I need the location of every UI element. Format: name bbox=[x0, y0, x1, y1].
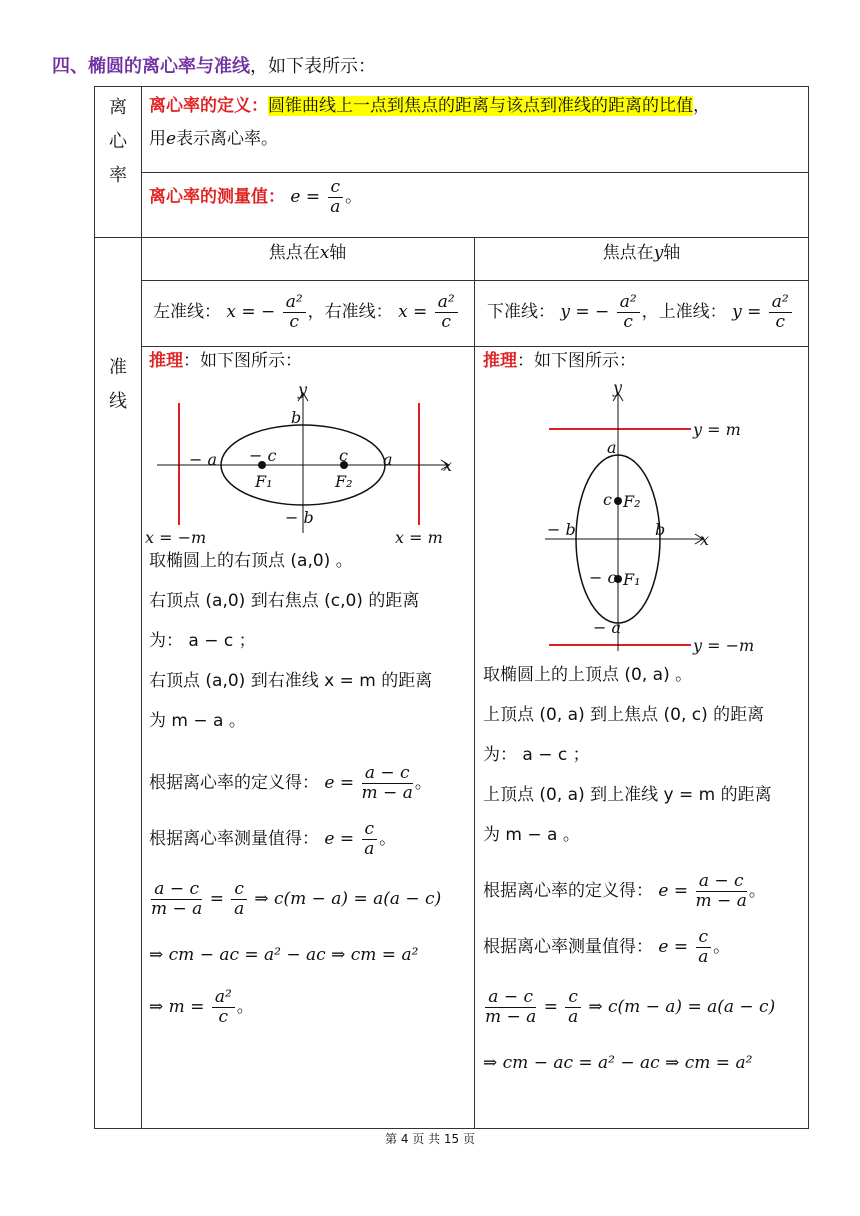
svg-text:b: b bbox=[291, 408, 302, 427]
svg-text:x = −m: x = −m bbox=[145, 528, 207, 547]
svg-text:− b: − b bbox=[547, 520, 576, 539]
section-title-suffix: ，如下表所示： bbox=[250, 56, 376, 77]
svg-text:y = m: y = m bbox=[693, 420, 741, 439]
svg-text:x: x bbox=[700, 530, 710, 549]
svg-text:F₂: F₂ bbox=[335, 472, 353, 491]
eccentricity-measure: 离心率的测量值： e = $\frac{c}{a}$ 。 bbox=[149, 177, 363, 217]
svg-text:b: b bbox=[655, 520, 666, 539]
svg-text:− c: − c bbox=[249, 446, 277, 465]
svg-text:c: c bbox=[603, 490, 612, 509]
section-heading bbox=[52, 52, 376, 78]
svg-text:a: a bbox=[383, 450, 393, 469]
svg-text:y = −m: y = −m bbox=[693, 636, 755, 655]
eccentricity-label: 离 心 率 bbox=[109, 97, 127, 186]
definition-highlight: 圆锥曲线上一点到焦点的距离与该点到准线的距离的比值 bbox=[268, 96, 693, 116]
x-directrix-formula: 左准线： x = − $\frac{\text{a²}}{c}$ ，右准线： x = $\frac{\text{a²}}{c}$ bbox=[153, 284, 473, 340]
y-steps: 取椭圆上的上顶点 (0, a) 。 上顶点 (0, a) 到上焦点 (0, c) 的距离 为： a − c ； 上顶点 (0, a) 到上准线 y = m 的距离 为 m − a 。 根据离心率的定义得： e = $\frac{a - c}{m - a}$ 。 根据离心率测量值得： e = $\frac{c}{a}$ 。 $\frac{a - c}{m - a}$ = $\frac{c}{a}$ ⇒ c(m − a) = a(a − c) ⇒ cm − ac = a² − ac ⇒ cm = a² bbox=[483, 665, 776, 1073]
directrix-label: 准 线 bbox=[109, 357, 127, 412]
x-steps: 取椭圆上的右顶点 (a,0) 。 右顶点 (a,0) 到右焦点 (c,0) 的距离 为： a − c ； 右顶点 (a,0) 到右准线 x = m 的距离 为 m − a 。 根据离心率的定义得： e = $\frac{a - c}{m - a}$ 。 根据离心率测量值得： e = $\frac{c}{a}$ 。 $\frac{a - c}{m - a}$ = $\frac{c}{a}$ ⇒ c(m − a) = a(a − c) ⇒ cm − ac = a² − ac ⇒ cm = a² ⇒ m = $\frac{\text{a²}}{c}$ 。 bbox=[149, 551, 442, 1027]
column-header-y: 焦点在y轴 bbox=[602, 243, 681, 263]
eccentricity-definition: 离心率的定义：圆锥曲线上一点到焦点的距离与该点到准线的距离的比值， 用e表示离心率。 bbox=[149, 96, 710, 150]
content-table bbox=[94, 86, 809, 1129]
measure-fraction: $\frac{c}{a}$ bbox=[328, 178, 344, 216]
y-reasoning-label: 推理：如下图所示： bbox=[483, 351, 636, 371]
svg-text:F₁: F₁ bbox=[623, 570, 641, 589]
svg-text:− b: − b bbox=[285, 508, 314, 527]
svg-text:− a: − a bbox=[189, 450, 218, 469]
svg-text:c: c bbox=[339, 446, 348, 465]
y-directrix-formula: 下准线： y = − $\frac{\text{a²}}{c}$ ，上准线： y = $\frac{\text{a²}}{c}$ bbox=[487, 284, 807, 340]
page-footer: 第 4 页 共 15 页 bbox=[385, 1132, 475, 1146]
x-reasoning-label: 推理：如下图所示： bbox=[149, 351, 302, 371]
svg-text:a: a bbox=[607, 438, 617, 457]
svg-text:x = m: x = m bbox=[395, 528, 443, 547]
svg-text:y: y bbox=[298, 380, 308, 399]
horizontal-ellipse-figure bbox=[145, 380, 471, 547]
vertical-ellipse-figure bbox=[525, 378, 805, 659]
svg-text:F₁: F₁ bbox=[255, 472, 273, 491]
section-title: 四、椭圆的离心率与准线 bbox=[52, 56, 250, 77]
column-header-x: 焦点在x轴 bbox=[268, 243, 347, 263]
svg-text:x: x bbox=[443, 456, 453, 475]
svg-text:− c: − c bbox=[589, 568, 617, 587]
svg-text:y: y bbox=[613, 378, 623, 397]
svg-text:− a: − a bbox=[593, 618, 622, 637]
svg-text:F₂: F₂ bbox=[623, 492, 641, 511]
